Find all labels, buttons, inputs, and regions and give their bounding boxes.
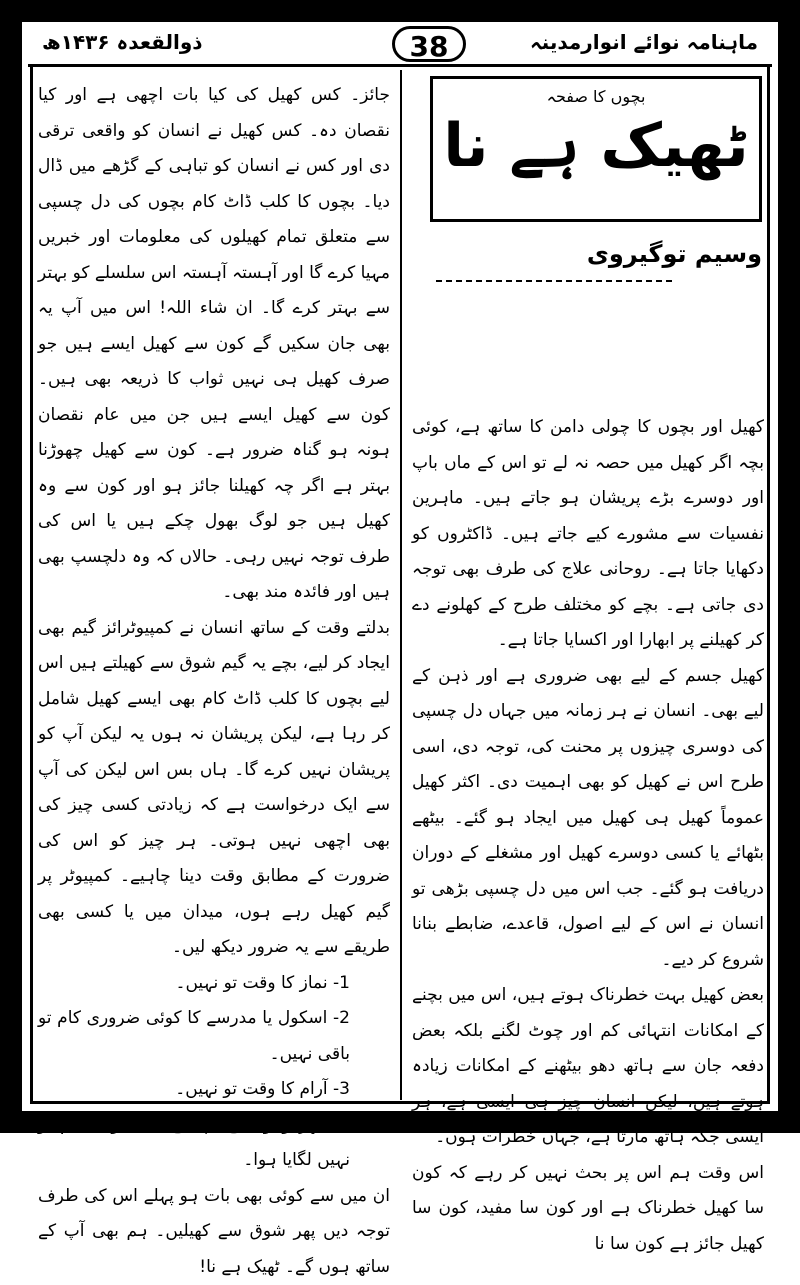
checklist-item: 2- اسکول یا مدرسے کا کوئی ضروری کام تو باقی نہیں۔ — [38, 1001, 390, 1072]
magazine-name: ماہنامہ نوائے انوارمدینہ — [530, 30, 758, 54]
paragraph: اس وقت ہم اس پر بحث نہیں کر رہے کہ کون سا کھیل خطرناک ہے اور کون سا مفید، کون سا کھیل جائز ہے کون سا نا — [412, 1156, 764, 1263]
paragraph: کھیل جسم کے لیے بھی ضروری ہے اور ذہن کے لیے بھی۔ انسان نے ہر زمانہ میں جہاں دل چسپی کی دوسری چیزوں پر محنت کی، توجہ دی، اسی طرح اس نے کھیل کو بھی اہمیت دی۔ اکثر کھیل عموماً کھیل ہی کھیل میں ایجاد ہو گئے۔ بیٹھے بٹھائے یا کسی دوسرے کھیل اور مشغلے کے دوران دریافت ہو گئے۔ جب اس میں دل چسپی بڑھی تو انسان نے اس کے لیے اصول، قاعدے، ضابطے بنانا شروع کر دیے۔ — [412, 659, 764, 979]
page-header — [28, 26, 772, 67]
closing-paragraph: ان میں سے کوئی بھی بات ہو پہلے اس کی طرف توجہ دیں پھر شوق سے کھیلیں۔ ہم بھی آپ کے ساتھ ہوں گے۔ ٹھیک ہے نا! — [38, 1179, 390, 1285]
checklist-item: 3- آرام کا وقت تو نہیں۔ — [38, 1072, 390, 1108]
paragraph: بعض کھیل بہت خطرناک ہوتے ہیں، اس میں بچنے کے امکانات انتہائی کم اور چوٹ لگنے بلکہ بعض دفعہ جان سے ہاتھ دھو بیٹھنے کے امکانات زیادہ ہوتے ہیں، لیکن انسان چیز ہی ایسی ہے، ہر ایسی جگہ ہاتھ مارتا ہے، جہاں خطرات ہوں۔ — [412, 978, 764, 1156]
article-title: ٹھیک ہے نا — [433, 106, 759, 186]
checklist-item: 4- گھر والوں نے آپ کے ذمہ کوئی کام تو نہیں لگایا ہوا۔ — [38, 1108, 390, 1179]
right-column — [412, 410, 764, 1262]
author-name: وسیم توگیروی — [436, 240, 762, 268]
page-number: 38 — [392, 26, 466, 62]
title-box — [430, 76, 762, 222]
section-label: بچوں کا صفحہ — [433, 87, 759, 106]
paragraph: کھیل اور بچوں کا چولی دامن کا ساتھ ہے، کوئی بچہ اگر کھیل میں حصہ نہ لے تو اس کے ماں باپ اور دوسرے بڑے پریشان ہو جاتے ہیں۔ ماہرین نفسیات سے مشورے کیے جاتے ہیں۔ ڈاکٹروں کو دکھایا جاتا ہے۔ روحانی علاج کی طرف بھی توجہ دی جاتی ہے۔ بچے کو مختلف طرح کے کھلونے دے کر کھیلنے پر ابھارا اور اکسایا جاتا ہے۔ — [412, 410, 764, 659]
author-underline — [436, 280, 672, 282]
left-column — [38, 78, 390, 1285]
checklist-item: 1- نماز کا وقت تو نہیں۔ — [38, 966, 390, 1002]
paragraph: بدلتے وقت کے ساتھ انسان نے کمپیوٹرائز گیم بھی ایجاد کر لیے، بچے یہ گیم شوق سے کھیلتے ہیں اس لیے بچوں کا کلب ڈاٹ کام بھی ایسے کھیل شامل کر رہا ہے، لیکن پریشان نہ ہوں یہ لیکن آپ کو پریشان نہیں کرے گا۔ ہاں بس اس لیکن کی آپ سے ایک درخواست ہے کہ زیادتی کسی چیز کی بھی اچھی نہیں ہوتی۔ ہر چیز کو اس کی ضرورت کے مطابق وقت دینا چاہیے۔ کمپیوٹر پر گیم کھیل رہے ہوں، میدان میں یا کسی بھی طریقے سے یہ ضرور دیکھ لیں۔ — [38, 611, 390, 966]
column-divider — [400, 70, 402, 1100]
paragraph: جائز۔ کس کھیل کی کیا بات اچھی ہے اور کیا نقصان دہ۔ کس کھیل نے انسان کو واقعی ترقی دی اور کس نے انسان کو تباہی کے گڑھے میں ڈال دیا۔ بچوں کا کلب ڈاٹ کام بچوں کی دل چسپی سے متعلق تمام کھیلوں کی معلومات اور خبریں مہیا کرے گا اور آہستہ آہستہ اس سلسلے کو بہتر سے بہتر کرے گا۔ ان شاء اللہ! اس میں آپ یہ بھی جان سکیں گے کون سے کھیل ایسے ہیں جو صرف کھیل ہی نہیں ثواب کا ذریعہ بھی ہیں۔ کون سے کھیل ایسے ہیں جن میں عام نقصان ہونہ ہو گناہ ضرور ہے۔ کون سے کھیل چھوڑنا بہتر ہے اگر چہ کھیلنا جائز ہو اور کون سے وہ کھیل ہیں جو لوگ بھول چکے ہیں یا اس کی طرف توجہ نہیں رہی۔ حالاں کہ وہ دلچسپ بھی ہیں اور فائدہ مند بھی۔ — [38, 78, 390, 611]
issue-month: ذوالقعدہ ۱۴۳۶ھ — [42, 30, 203, 54]
